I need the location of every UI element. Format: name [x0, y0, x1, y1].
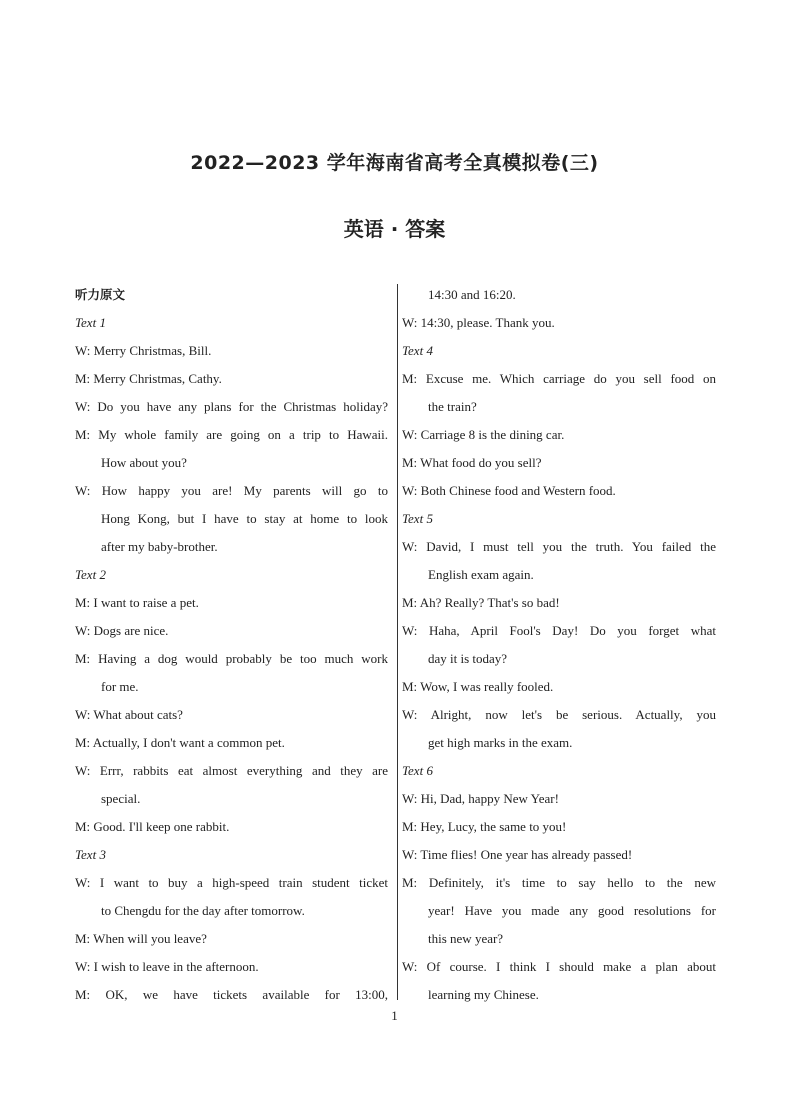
dialogue-line: W: Dogs are nice. — [75, 623, 169, 638]
dialogue-line: W: Haha, April Fool's Day! Do you forget what — [402, 623, 716, 638]
section-heading: 听力原文 — [75, 287, 126, 302]
document-title: 2022—2023 学年海南省高考全真模拟卷(三) — [190, 152, 599, 174]
dialogue-line-continued: after my baby-brother. — [101, 539, 218, 554]
dialogue-line: M: What food do you sell? — [402, 455, 542, 470]
column-divider — [397, 284, 398, 1000]
dialogue-line-continued: the train? — [428, 399, 477, 414]
text-label: Text 1 — [75, 315, 106, 330]
dialogue-line-continued: Hong Kong, but I have to stay at home to look — [101, 511, 388, 526]
dialogue-line: M: Actually, I don't want a common pet. — [75, 735, 285, 750]
text-label: Text 4 — [402, 343, 433, 358]
dialogue-line-continued: learning my Chinese. — [428, 987, 539, 1002]
dialogue-line: M: Hey, Lucy, the same to you! — [402, 819, 567, 834]
dialogue-line: W: Errr, rabbits eat almost everything and they are — [75, 763, 388, 778]
dialogue-line-continued: English exam again. — [428, 567, 534, 582]
text-label: Text 3 — [75, 847, 106, 862]
dialogue-line: M: Definitely, it's time to say hello to the new — [402, 875, 716, 890]
dialogue-line: W: I wish to leave in the afternoon. — [75, 959, 259, 974]
left-column — [75, 285, 388, 1013]
dialogue-line: M: OK, we have tickets available for 13:00, — [75, 987, 388, 1002]
dialogue-line-continued: special. — [101, 791, 141, 806]
dialogue-line-continued: day it is today? — [428, 651, 508, 666]
text-label: Text 5 — [402, 511, 433, 526]
text-label: Text 2 — [75, 567, 106, 582]
dialogue-line-continued: for me. — [101, 679, 139, 694]
dialogue-line-continued: to Chengdu for the day after tomorrow. — [101, 903, 305, 918]
dialogue-line: W: David, I must tell you the truth. You failed the — [402, 539, 716, 554]
dialogue-line: W: Alright, now let's be serious. Actually, you — [402, 707, 716, 722]
dialogue-line: M: Good. I'll keep one rabbit. — [75, 819, 230, 834]
dialogue-line: M: Merry Christmas, Cathy. — [75, 371, 222, 386]
dialogue-line: M: Ah? Really? That's so bad! — [402, 595, 560, 610]
dialogue-line: W: Of course. I think I should make a plan about — [402, 959, 716, 974]
dialogue-line: M: My whole family are going on a trip to Hawaii. — [75, 427, 388, 442]
dialogue-line: W: Both Chinese food and Western food. — [402, 483, 616, 498]
dialogue-line: W: Hi, Dad, happy New Year! — [402, 791, 559, 806]
dialogue-line: M: Excuse me. Which carriage do you sell food on — [402, 371, 716, 386]
dialogue-line: W: I want to buy a high-speed train student ticket — [75, 875, 388, 890]
dialogue-line-continued: year! Have you made any good resolutions for — [428, 903, 716, 918]
dialogue-line-continued: get high marks in the exam. — [428, 735, 573, 750]
document-subtitle: 英语 · 答案 — [343, 217, 446, 241]
dialogue-line: W: Merry Christmas, Bill. — [75, 343, 212, 358]
dialogue-line: W: Carriage 8 is the dining car. — [402, 427, 565, 442]
text-label: Text 6 — [402, 763, 433, 778]
page-number: 1 — [391, 1008, 398, 1023]
dialogue-line: M: I want to raise a pet. — [75, 595, 199, 610]
dialogue-line: M: When will you leave? — [75, 931, 207, 946]
dialogue-line: W: What about cats? — [75, 707, 183, 722]
dialogue-line: W: Time flies! One year has already passed! — [402, 847, 633, 862]
dialogue-line: M: Wow, I was really fooled. — [402, 679, 554, 694]
dialogue-line-continued: 14:30 and 16:20. — [428, 287, 516, 302]
dialogue-line: W: 14:30, please. Thank you. — [402, 315, 555, 330]
dialogue-line-continued: How about you? — [101, 455, 187, 470]
right-column — [402, 285, 716, 1013]
dialogue-line: M: Having a dog would probably be too much work — [75, 651, 388, 666]
dialogue-line: W: How happy you are! My parents will go to — [75, 483, 388, 498]
dialogue-line-continued: this new year? — [428, 931, 504, 946]
dialogue-line: W: Do you have any plans for the Christmas holiday? — [75, 399, 388, 414]
